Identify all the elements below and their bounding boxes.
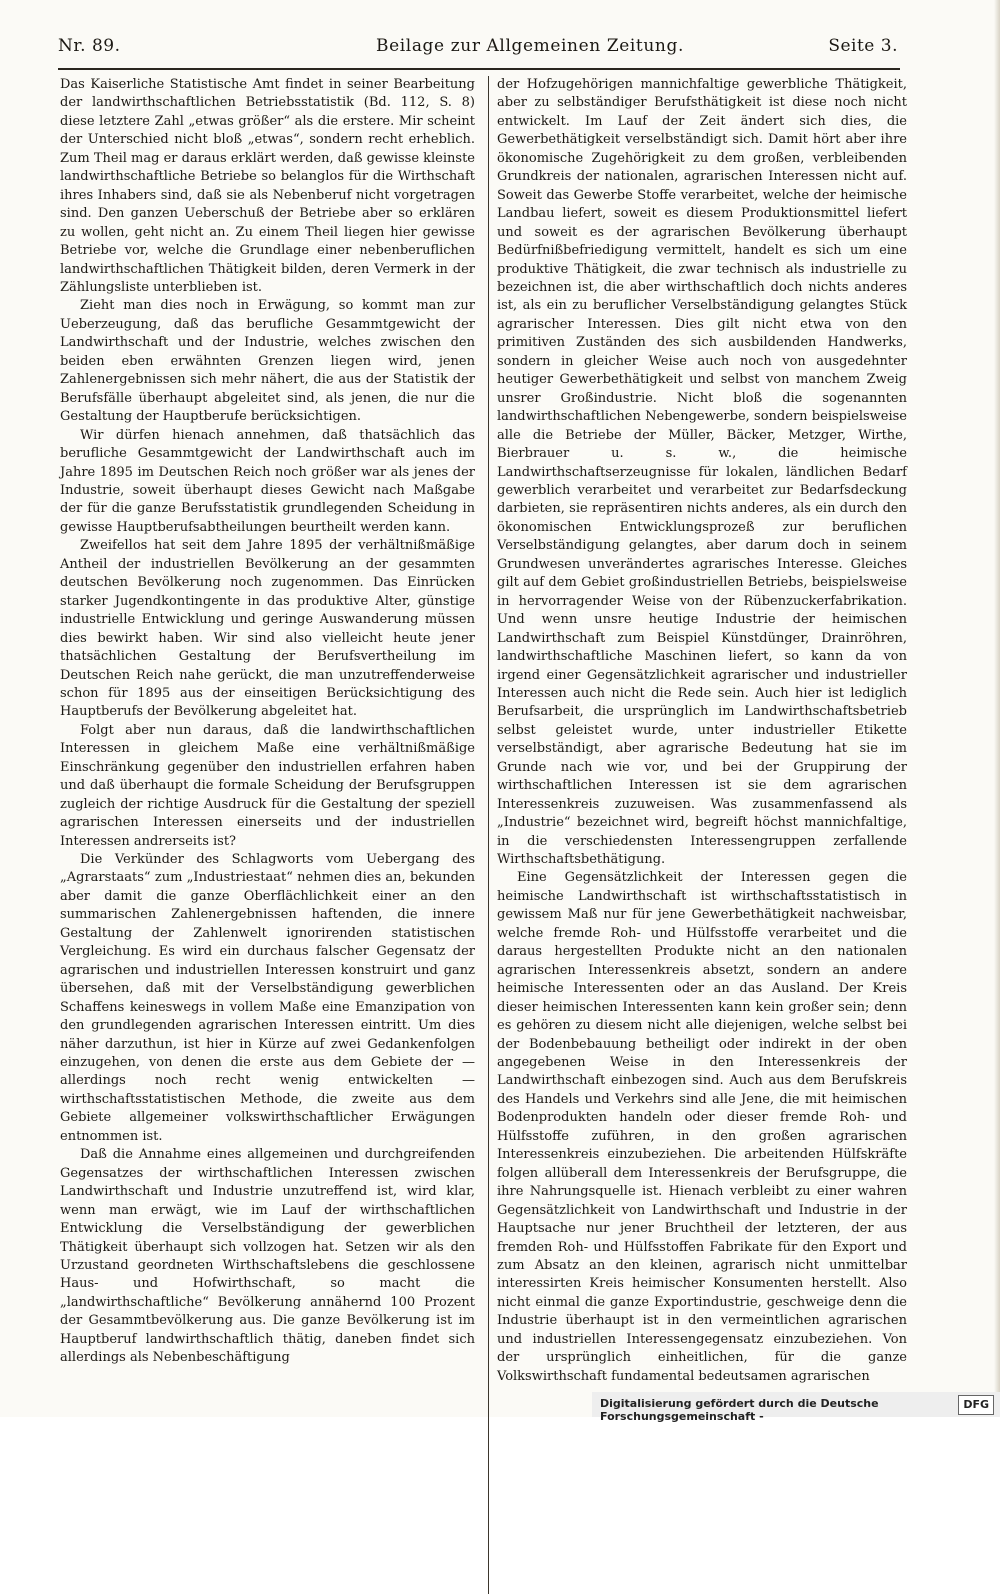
- paragraph: Zieht man dies noch in Erwägung, so kommt man zur Ueberzeugung, daß das berufliche Gesammtgewicht der Landwirthschaft und der Industrie, welches zwischen den beiden eben erwähnten Grenzen liegen wird, jenen Zahlenergebnissen sich mehr nähert, die aus der Statistik der Berufsfälle überhaupt abgeleitet sind, als jenen, die nur die Gestaltung der Hauptberufe berücksichtigen.: [60, 298, 475, 425]
- scan-edge-shadow: [994, 0, 1000, 1417]
- right-column: [497, 76, 907, 1386]
- page-number: Seite 3.: [828, 36, 898, 56]
- page-header: [58, 30, 898, 64]
- paragraph: Eine Gegensätzlichkeit der Interessen gegen die heimische Landwirthschaft ist wirthschaftsstatistisch in gewissem Maß nur für jene Gewerbethätigkeit nachweisbar, welche fremde Roh- und Hülfsstoffe verarbeitet und die daraus hergestellten Produkte nicht an den nationalen agrarischen Interessenkreis absetzt, sondern an andere heimische Interessenten oder an das Ausland. Der Kreis dieser heimischen Interessenten kann kein großer sein; denn es gehören zu diesem nicht alle diejenigen, welche selbst bei der Bodenbebauung betheiligt oder indirekt in der oben angegebenen Weise in den Interessenkreis der Landwirthschaft einbezogen sind. Auch aus dem Berufskreis des Handels und Verkehrs sind alle Jene, die mit heimischen Bodenprodukten handeln oder dieser fremde Roh- und Hülfsstoffe zuführen, in den großen agrarischen Interessenkreis einzubeziehen. Die arbeitenden Hülfskräfte folgen allüberall dem Interessenkreis der Berufsgruppe, die ihre Nahrungsquelle ist. Hienach verbleibt zu einer wahren Gegensätzlichkeit von Landwirthschaft und Industrie in der Hauptsache nur jener Bruchtheil der letzteren, der aus fremden Roh- und Hülfsstoffen Fabrikate für den Export und zum Absatz an den kleinen, agrarisch nicht unmittelbar interessirten Kreis heimischer Konsumenten herstellt. Also nicht einmal die ganze Exportindustrie, geschweige denn die Industrie überhaupt ist in den vermeintlichen agrarischen und industriellen Interessengegensatz einzubeziehen. Von der ursprünglich einheitlichen, für die ganze Volkswirthschaft fundamental bedeutsamen agrarischen: [497, 870, 907, 1384]
- paragraph: Zweifellos hat seit dem Jahre 1895 der verhältnißmäßige Antheil der industriellen Bevölkerung an der gesammten deutschen Bevölkerung noch zugenommen. Das Einrücken starker Jugendkontingente in das produktive Alter, günstige industrielle Entwicklung und geringe Auswanderung müssen dies bewirkt haben. Wir sind also vielleicht heute jener thatsächlichen Gestaltung der Berufsvertheilung im Deutschen Reich nahe gerückt, die man unzutreffenderweise schon für 1895 aus der einseitigen Berücksichtigung des Hauptberufs der Bevölkerung abgeleitet hat.: [60, 538, 475, 720]
- paragraph: der Hofzugehörigen mannichfaltige gewerbliche Thätigkeit, aber zu selbständiger Berufsthätigkeit ist diese noch nicht entwickelt. Im Lauf der Zeit ändert sich dies, die Gewerbethätigkeit verselbständigt sich. Damit hört aber ihre ökonomische Zugehörigkeit zu dem großen, verbleibenden Grundkreis der nationalen, agrarischen Interessen nicht auf. Soweit das Gewerbe Stoffe verarbeitet, welche der heimische Landbau liefert, soweit es diesem Produktionsmittel liefert und soweit es der agrarischen Bevölkerung überhaupt Bedürfnißbefriedigung vermittelt, handelt es sich um eine produktive Thätigkeit, die zwar technisch als industrielle zu bezeichnen ist, die aber wirthschaftlich doch nichts anderes ist, als ein zu beruflicher Verselbständigung gelangtes Stück agrarischer Interessen. Dies gilt nicht etwa von den primitiven Zuständen des sich ausbildenden Handwerks, sondern in gleicher Weise auch noch von ausgedehnter heutiger Gewerbethätigkeit und selbst von manchem Zweig unsrer Großindustrie. Nicht bloß die sogenannten landwirthschaftlichen Nebengewerbe, sondern beispielsweise alle die Betriebe der Müller, Bäcker, Metzger, Wirthe, Bierbrauer u. s. w., die heimische Landwirthschaftserzeugnisse für lokalen, ländlichen Bedarf gewerblich verarbeitet und verarbeitet zur Bedarfsdeckung darbieten, sie repräsentiren nichts anderes, als ein durch den ökonomischen Entwicklungsprozeß zur beruflichen Verselbständigung gelangtes, aber darum doch in seinem Grundwesen unverändertes agrarisches Interesse. Gleiches gilt auf dem Gebiet großindustriellen Betriebs, beispielsweise in hervorragender Weise von der Rübenzuckerfabrikation. Und wenn unsre heutige Industrie der heimischen Landwirthschaft zum Beispiel Künstdünger, Drainröhren, landwirthschaftliche Maschinen liefert, so kann da von irgend einer Gegensätzlichkeit agrarischer und industrieller Interessen auch nicht die Rede sein. Auch hier ist lediglich Berufsarbeit, die ursprünglich im Landwirthschaftsbetrieb selbst geleistet wurde, unter industrieller Etikette verselbständigt, aber agrarische Bedeutung hat sie im Grunde nach wie vor, und bei der Gruppirung der wirthschaftlichen Interessen ist sie dem agrarischen Interessenkreis zuzuweisen. Was zusammenfassend als „Industrie“ bezeichnet wird, begreift höchst mannichfaltige, in die verschiedensten Interessengruppen zerfallende Wirthschaftsbethätigung.: [497, 77, 907, 868]
- paragraph: Folgt aber nun daraus, daß die landwirthschaftlichen Interessen in gleichem Maße eine verhältnißmäßige Einschränkung gegenüber den industriellen erfahren haben und daß überhaupt die formale Scheidung der Berufsgruppen zugleich der richtige Ausdruck für die Gestaltung der speziell agrarischen Interessen einerseits und der industriellen Interessen andrerseits ist?: [60, 722, 475, 849]
- paragraph: Daß die Annahme eines allgemeinen und durchgreifenden Gegensatzes der wirthschaftlichen Interessen zwischen Landwirthschaft und Industrie unzutreffend ist, wird klar, wenn man erwägt, wie im Lauf der wirthschaftlichen Entwicklung die Verselbständigung der gewerblichen Thätigkeit überhaupt sich vollzogen hat. Setzen wir als den Urzustand geordneten Wirthschaftslebens die geschlossene Haus- und Hofwirthschaft, so macht die „landwirthschaftliche“ Bevölkerung annähernd 100 Prozent der Gesammtbevölkerung aus. Die ganze Bevölkerung ist im Hauptberuf landwirthschaftlich thätig, daneben findet sich allerdings als Nebenbeschäftigung: [60, 1147, 475, 1366]
- paragraph: Das Kaiserliche Statistische Amt findet in seiner Bearbeitung der landwirthschaftlichen Betriebsstatistik (Bd. 112, S. 8) diese letztere Zahl „etwas größer“ als die erstere. Mir scheint der Unterschied nicht bloß „etwas“, sondern recht erheblich. Zum Theil mag er daraus erklärt werden, daß gewisse kleinste landwirthschaftliche Betriebe so belanglos für die Wirthschaft ihres Inhabers sind, daß sie als Nebenberuf nicht vorgetragen sind. Den ganzen Ueberschuß der Betriebe aber so erklären zu wollen, geht nicht an. Zu einem Theil liegen hier gewisse Betriebe vor, welche die Grundlage einer nebenberuflichen landwirthschaftlichen Thätigkeit bilden, deren Vermerk in der Zählungsliste unterblieben ist.: [60, 77, 475, 295]
- header-rule: [58, 68, 900, 70]
- column-divider: [488, 76, 489, 1594]
- dfg-logo: DFG: [958, 1395, 994, 1415]
- supplement-title: Beilage zur Allgemeinen Zeitung.: [376, 36, 684, 56]
- funding-notice: Digitalisierung gefördert durch die Deutsche Forschungsgemeinschaft -: [600, 1397, 879, 1423]
- paragraph: Die Verkünder des Schlagworts vom Uebergang des „Agrarstaats“ zum „Industriestaat“ nehmen dies an, bekunden aber damit die ganze Oberflächlichkeit einer an den summarischen Zahlenergebnissen haftenden, die innere Gestaltung der Zahlenwelt ignorirenden statistischen Vergleichung. Es wird ein durchaus falscher Gegensatz der agrarischen und industriellen Interessen konstruirt und ganz übersehen, daß mit der Verselbständigung gewerblichen Schaffens keineswegs in vollem Maße eine Emanzipation von den grundlegenden agrarischen Interessen eintritt. Um dies näher darzuthun, ist hier in Kürze auf zwei Gedankenfolgen einzugehen, von denen die erste aus dem Gebiete der — allerdings noch recht wenig entwickelten — wirthschaftsstatistischen Methode, die zweite aus dem Gebiete allgemeiner volkswirthschaftlicher Erwägungen entnommen ist.: [60, 852, 475, 1144]
- paragraph: Wir dürfen hienach annehmen, daß thatsächlich das berufliche Gesammtgewicht der Landwirthschaft auch im Jahre 1895 im Deutschen Reich noch größer war als jenes der Industrie, soweit überhaupt dieses Gewicht nach Maßgabe der für die ganze Berufsstatistik grundlegenden Scheidung in gewisse Hauptberufsabtheilungen beurtheilt werden kann.: [60, 427, 475, 535]
- issue-number: Nr. 89.: [58, 36, 121, 56]
- digitization-footer: [592, 1392, 1000, 1423]
- left-column: [60, 76, 475, 1368]
